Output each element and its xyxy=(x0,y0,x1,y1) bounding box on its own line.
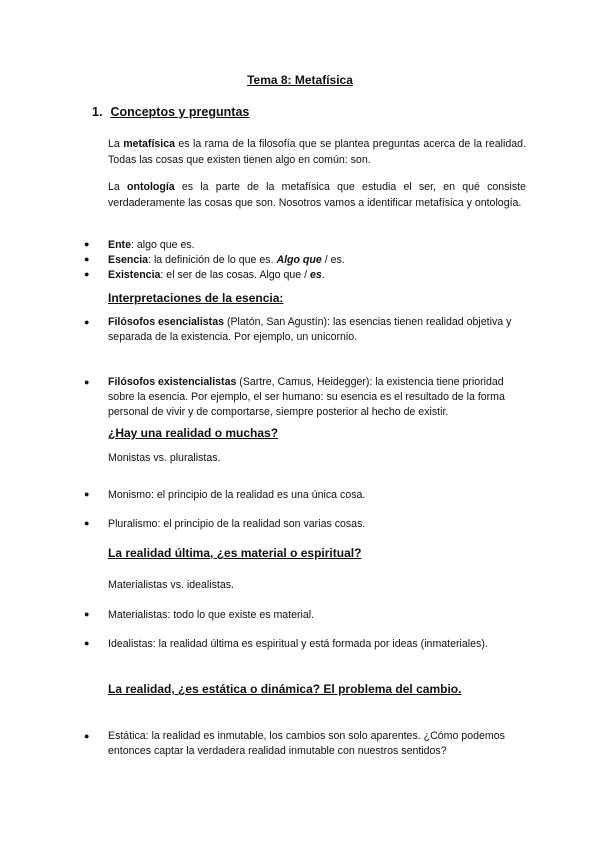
bullet-icon: ● xyxy=(84,731,90,741)
realidad-ultima-heading: La realidad última, ¿es material o espiritual? xyxy=(108,546,362,560)
metafisica-paragraph xyxy=(108,137,526,168)
bullet-icon: ● xyxy=(84,638,90,648)
text-fragment: : la definición de lo que es. xyxy=(148,254,277,266)
term-metafisica: metafísica xyxy=(123,138,176,150)
section-number: 1. xyxy=(92,105,103,119)
cambio-heading: La realidad, ¿es estática o dinámica? El problema del cambio. xyxy=(108,682,462,696)
def-ente xyxy=(108,238,528,253)
bullet-icon: ● xyxy=(84,317,90,327)
una-o-muchas-heading: ¿Hay una realidad o muchas? xyxy=(108,426,279,440)
section-label: Conceptos y preguntas xyxy=(110,105,250,119)
esencialistas-item xyxy=(108,315,528,345)
estatica-item: Estática: la realidad es inmutable, los cambios son solo aparentes. ¿Cómo podemos entonces captar la verdadera realidad inmutable con nuestros sentidos? xyxy=(108,730,505,757)
bullet-icon: ● xyxy=(84,377,90,387)
text-fragment: / es. xyxy=(321,254,345,266)
materialistas-intro: Materialistas vs. idealistas. xyxy=(108,579,234,591)
bullet-icon: ● xyxy=(84,269,90,279)
def-existencia xyxy=(108,268,528,283)
bullet-icon: ● xyxy=(84,254,90,264)
page-title: Tema 8: Metafísica xyxy=(247,73,353,87)
text-fragment: (Platón, San Agustín): las esencias tienen realidad objetiva y separada de la existencia. Por ejemplo, un unicornio. xyxy=(108,316,512,343)
materialistas-item: Materialistas: todo lo que existe es material. xyxy=(108,609,315,621)
text-fragment: : algo que es. xyxy=(130,239,195,251)
bullet-icon: ● xyxy=(84,609,90,619)
monismo-item: Monismo: el principio de la realidad es una única cosa. xyxy=(108,489,366,501)
term-existencia: Existencia xyxy=(108,269,161,281)
monistas-intro: Monistas vs. pluralistas. xyxy=(108,452,221,464)
ontologia-paragraph xyxy=(108,180,526,211)
term-ente: Ente xyxy=(108,239,131,251)
existencialistas-item xyxy=(108,375,528,420)
text-fragment: : el ser de las cosas. Algo que / xyxy=(160,269,310,281)
text-fragment: La xyxy=(108,181,128,193)
idealistas-item: Idealistas: la realidad última es espiritual y está formada por ideas (inmateriales). xyxy=(108,638,488,650)
text-fragment: es la parte de la metafísica que estudia el ser, en qué consiste verdaderamente las cosas que son. Nosotros vamos a identificar metafísica y ontología. xyxy=(108,181,526,209)
bullet-icon: ● xyxy=(84,518,90,528)
emphasis: Algo que xyxy=(276,254,322,266)
term-existencialistas: Filósofos existencialistas xyxy=(108,376,237,388)
def-esencia xyxy=(108,253,528,268)
term-esencialistas: Filósofos esencialistas xyxy=(108,316,224,328)
bullet-icon: ● xyxy=(84,239,90,249)
bullet-icon: ● xyxy=(84,489,90,499)
text-fragment: . xyxy=(321,269,325,281)
term-esencia: Esencia xyxy=(108,254,149,266)
text-fragment: La xyxy=(108,138,124,150)
section-1-heading xyxy=(92,105,249,119)
emphasis: es xyxy=(310,269,322,281)
interpretaciones-heading: Interpretaciones de la esencia: xyxy=(108,291,284,305)
text-fragment: es la rama de la filosofía que se plantea preguntas acerca de la realidad. Todas las cosas que existen tienen algo en común: son. xyxy=(108,138,527,166)
text-fragment: (Sartre, Camus, Heidegger): la existencia tiene prioridad sobre la esencia. Por ejemplo, el ser humano: su esencia es el resultado de la forma personal de vivir y de comportarse, siempre posterior al hecho de existir. xyxy=(108,376,505,418)
term-ontologia: ontología xyxy=(127,181,175,193)
pluralismo-item: Pluralismo: el principio de la realidad son varias cosas. xyxy=(108,518,366,530)
